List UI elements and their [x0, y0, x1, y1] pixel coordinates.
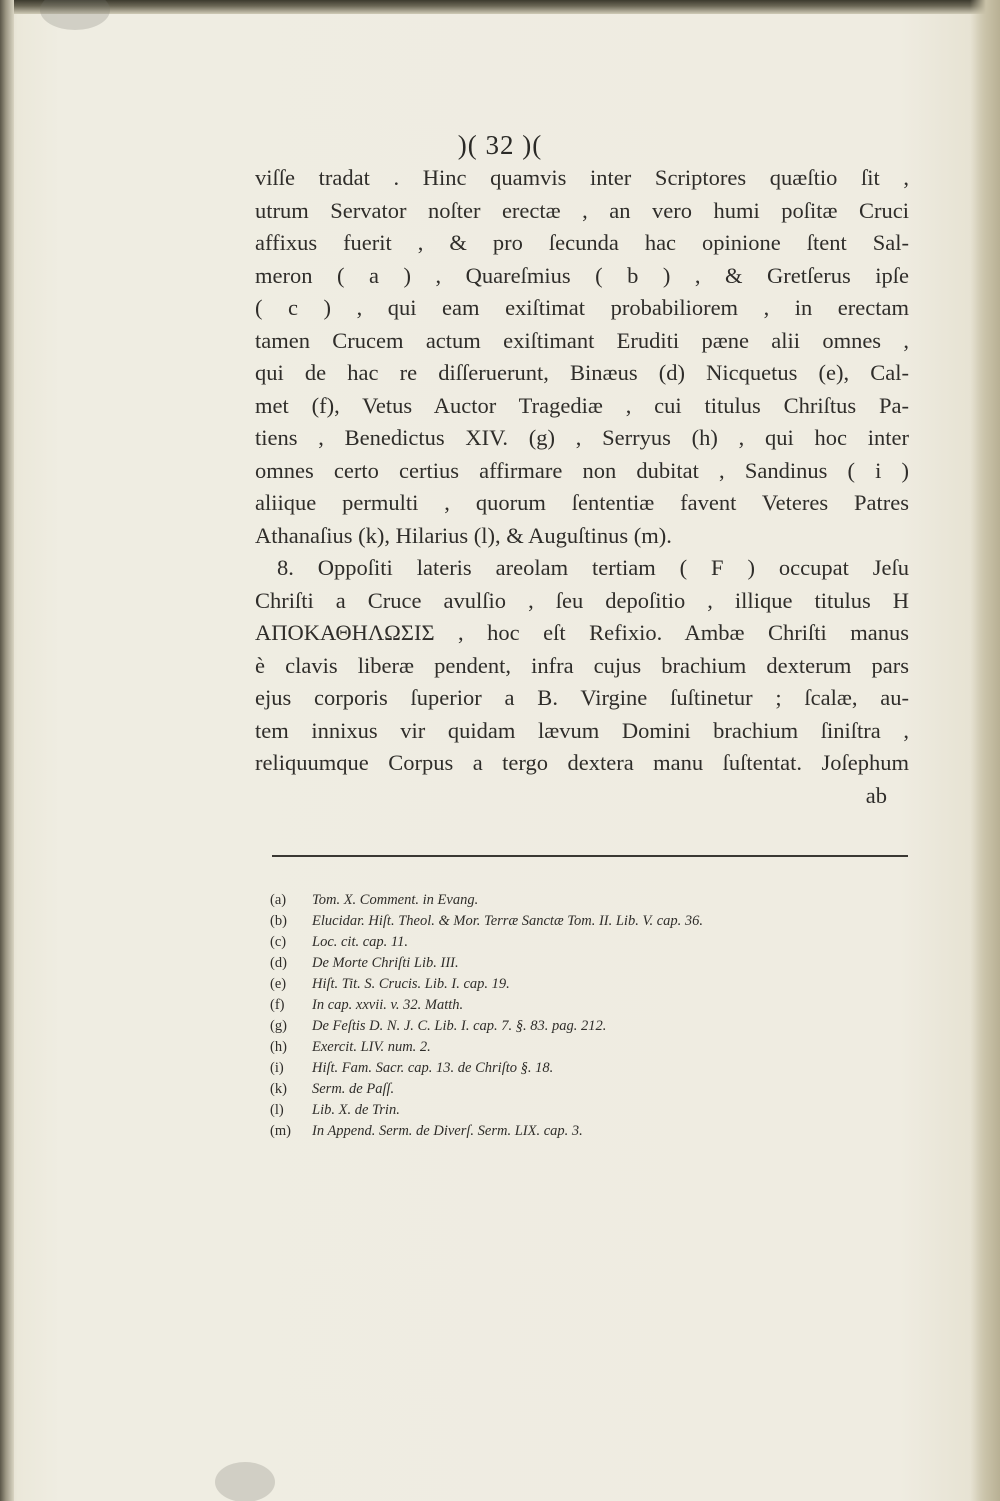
text-line: omnes certo certius affirmare non dubitat , Sandinus ( i ) [255, 457, 909, 483]
text-line: meron ( a ) , Quareſmius ( b ) , & Gretſerus ipſe [255, 262, 909, 288]
footnote [270, 995, 930, 1016]
footnote-text: De Morte Chriſti Lib. III. [312, 955, 459, 971]
text-line: utrum Servator noſter erectæ , an vero humi poſitæ Cruci [255, 197, 909, 223]
footnote-mark: (k) [270, 1081, 287, 1097]
text-line: ΑΠΟΚΑΘΗΛΩΣΙΣ , hoc eſt Refixio. Ambæ Chriſti manus [255, 620, 909, 645]
text-line: affixus fuerit , & pro ſecunda hac opinione ſtent Sal- [255, 230, 909, 255]
footnote-text: Hiſt. Tit. S. Crucis. Lib. I. cap. 19. [312, 976, 510, 992]
footnote [270, 953, 930, 974]
text-line: tem innixus vir quidam lævum Domini brachium ſiniſtra , [255, 717, 909, 743]
text-line: tiens , Benedictus XIV. (g) , Serryus (h) , qui hoc inter [255, 425, 909, 450]
footnote-mark: (e) [270, 976, 287, 992]
page-stain [40, 0, 110, 30]
footnote-text: In cap. xxvii. v. 32. Matth. [312, 997, 464, 1013]
footnote-text: Serm. de Paſſ. [312, 1081, 395, 1097]
text-line: met (f), Vetus Auctor Tragediæ , cui titulus Chriſtus Pa- [255, 392, 909, 418]
page-binding-edge [0, 0, 14, 1501]
footnote-text: Lib. X. de Trin. [312, 1102, 400, 1118]
footnote-mark: (h) [270, 1039, 287, 1055]
text-line: reliquumque Corpus a tergo dextera manu ſuſtentat. Joſephum [255, 750, 909, 775]
footnote-text: De Feſtis D. N. J. C. Lib. I. cap. 7. §. 83. pag. 212. [312, 1018, 607, 1034]
footnote [270, 1037, 930, 1058]
text-line: ejus corporis ſuperior a B. Virgine ſuſtinetur ; ſcalæ, au- [255, 685, 909, 710]
catchword: ab [865, 782, 887, 808]
footnote-rule [272, 855, 908, 857]
footnote-text: In Append. Serm. de Diverſ. Serm. LIX. cap. 3. [312, 1123, 583, 1139]
footnote-mark: (i) [270, 1060, 284, 1076]
footnote-text: Exercit. LIV. num. 2. [312, 1039, 431, 1055]
text-line: Athanaſius (k), Hilarius (l), & Auguſtinus (m). [255, 522, 672, 548]
footnote-mark: (c) [270, 934, 287, 950]
footnote [270, 890, 930, 911]
footnote-text: Loc. cit. cap. 11. [312, 934, 408, 950]
footnotes [270, 890, 930, 1142]
footnote-text: Hiſt. Fam. Sacr. cap. 13. de Chriſto §. 18. [312, 1060, 554, 1076]
text-line: viſſe tradat . Hinc quamvis inter Scriptores quæſtio ſit , [255, 165, 909, 190]
footnote-mark: (g) [270, 1018, 287, 1034]
footnote-mark: (a) [270, 892, 287, 908]
text-line: ( c ) , qui eam exiſtimat probabiliorem , in erectam [255, 295, 909, 320]
paragraph-start-line: 8. Oppoſiti lateris areolam tertiam ( F ) occupat Jeſu [277, 555, 909, 580]
footnote [270, 1058, 930, 1079]
footnote-mark: (m) [270, 1123, 291, 1139]
page-right-edge [970, 0, 1000, 1501]
page-number-header: )( 32 )( [457, 130, 543, 160]
text-line: è clavis liberæ pendent, infra cujus brachium dexterum pars [255, 652, 909, 678]
text-line: tamen Crucem actum exiſtimant Eruditi pæne alii omnes , [255, 327, 909, 353]
footnote-mark: (b) [270, 913, 287, 929]
footnote-mark: (f) [270, 997, 285, 1013]
footnote-mark: (l) [270, 1102, 284, 1118]
footnote [270, 1079, 930, 1100]
text-line: Chriſti a Cruce avulſio , ſeu depoſitio , illique titulus Η [255, 587, 909, 613]
footnote [270, 911, 930, 932]
footnote-text: Tom. X. Comment. in Evang. [312, 892, 479, 908]
main-text [255, 162, 909, 812]
page-top-edge [0, 0, 1000, 14]
footnote-text: Elucidar. Hiſt. Theol. & Mor. Terræ Sanctæ Tom. II. Lib. V. cap. 36. [312, 913, 704, 929]
text-line: qui de hac re diſſeruerunt, Binæus (d) Nicquetus (e), Cal- [255, 360, 909, 385]
footnote [270, 1121, 930, 1142]
text-line: aliique permulti , quorum ſententiæ favent Veteres Patres [255, 490, 909, 515]
footnote [270, 974, 930, 995]
footnote-mark: (d) [270, 955, 287, 971]
footnote [270, 1016, 930, 1037]
page-stain [215, 1462, 275, 1501]
footnote [270, 932, 930, 953]
footnote [270, 1100, 930, 1121]
